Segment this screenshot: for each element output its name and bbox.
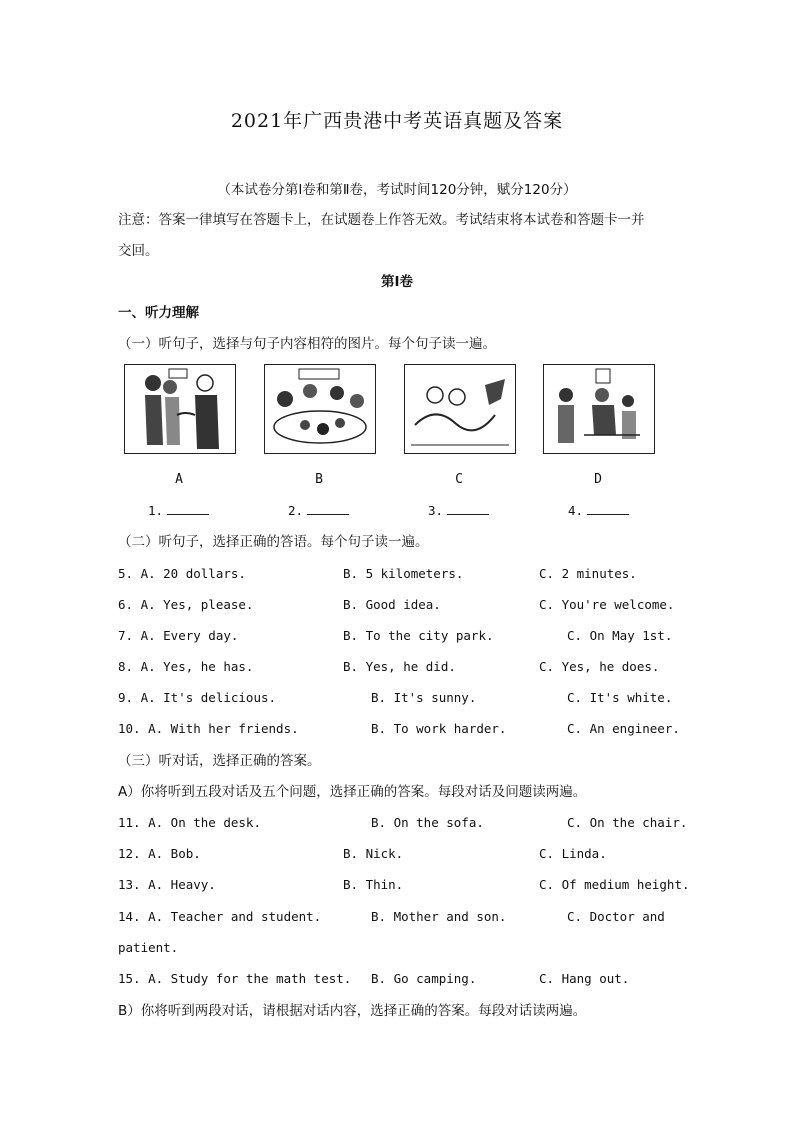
question-13-option-c: C. Of medium height. (539, 877, 690, 892)
part-title: 第Ⅰ卷 (380, 274, 414, 290)
question-8-option-c: C. Yes, he does. (539, 659, 660, 674)
question-6-option-b: B. Good idea. (343, 597, 441, 612)
question-15-option-b: B. Go camping. (371, 971, 477, 986)
question-11-option-a: 11. A. On the desk. (118, 815, 261, 830)
picture-a (124, 364, 236, 454)
notice-line-2: 交回。 (118, 243, 159, 259)
picture-c (404, 364, 516, 454)
question-7-option-b: B. To the city park. (343, 628, 494, 643)
handshake-illustration-icon (125, 365, 235, 453)
question-9-option-c: C. It's white. (567, 690, 673, 705)
family-living-room-illustration-icon (544, 365, 654, 453)
subsection-1-instruction: （一）听句子，选择与句子内容相符的图片。每个句子读一遍。 (118, 336, 496, 352)
question-15-option-c: C. Hang out. (539, 971, 630, 986)
question-11-option-b: B. On the sofa. (371, 815, 484, 830)
notice-line-1: 注意：答案一律填写在答题卡上，在试题卷上作答无效。考试结束将本试卷和答题卡一并 (118, 212, 645, 228)
answer-blank-3: 3. (428, 502, 489, 518)
question-6-option-a: 6. A. Yes, please. (118, 597, 254, 612)
subsection-3-instruction: （三）听对话，选择正确的答案。 (118, 753, 321, 769)
question-14-option-c-wrap: patient. (118, 940, 179, 955)
question-10-option-a: 10. A. With her friends. (118, 721, 299, 736)
dragon-dance-illustration-icon (405, 365, 515, 453)
picture-d (543, 364, 655, 454)
question-15-option-a: 15. A. Study for the math test. (118, 971, 352, 986)
page-title: 2021年广西贵港中考英语真题及答案 (230, 110, 564, 132)
question-12-option-a: 12. A. Bob. (118, 846, 201, 861)
question-9-option-b: B. It's sunny. (371, 690, 477, 705)
question-12-option-c: C. Linda. (539, 846, 607, 861)
question-9-option-a: 9. A. It's delicious. (118, 690, 277, 705)
exam-info: （本试卷分第Ⅰ卷和第Ⅱ卷，考试时间120分钟，赋分120分） (217, 182, 577, 198)
picture-label-b: B (315, 472, 323, 487)
answer-blank-4: 4. (568, 502, 629, 518)
question-10-option-b: B. To work harder. (371, 721, 507, 736)
subsection-3b-instruction: B）你将听到两段对话，请根据对话内容，选择正确的答案。每段对话读两遍。 (118, 1003, 587, 1019)
question-8-option-a: 8. A. Yes, he has. (118, 659, 254, 674)
picture-label-c: C (455, 472, 463, 487)
answer-blank-1: 1. (148, 502, 209, 518)
question-7-option-a: 7. A. Every day. (118, 628, 239, 643)
question-14-option-c: C. Doctor and (567, 909, 665, 924)
picture-b (264, 364, 376, 454)
question-12-option-b: B. Nick. (343, 846, 404, 861)
picture-label-d: D (594, 472, 602, 487)
section-heading-listening: 一、听力理解 (118, 305, 199, 321)
question-7-option-c: C. On May 1st. (567, 628, 673, 643)
question-14-option-b: B. Mother and son. (371, 909, 507, 924)
question-10-option-c: C. An engineer. (567, 721, 680, 736)
question-5-option-b: B. 5 kilometers. (343, 566, 464, 581)
question-6-option-c: C. You're welcome. (539, 597, 675, 612)
question-11-option-c: C. On the chair. (567, 815, 688, 830)
question-8-option-b: B. Yes, he did. (343, 659, 456, 674)
question-14-option-a: 14. A. Teacher and student. (118, 909, 322, 924)
question-13-option-a: 13. A. Heavy. (118, 877, 216, 892)
dinner-table-illustration-icon (265, 365, 375, 453)
picture-label-a: A (175, 472, 183, 487)
subsection-2-instruction: （二）听句子，选择正确的答语。每个句子读一遍。 (118, 534, 429, 550)
subsection-3a-instruction: A）你将听到五段对话及五个问题，选择正确的答案。每段对话及问题读两遍。 (118, 784, 587, 800)
answer-blank-2: 2. (288, 502, 349, 518)
question-5-option-a: 5. A. 20 dollars. (118, 566, 246, 581)
question-5-option-c: C. 2 minutes. (539, 566, 637, 581)
question-13-option-b: B. Thin. (343, 877, 404, 892)
